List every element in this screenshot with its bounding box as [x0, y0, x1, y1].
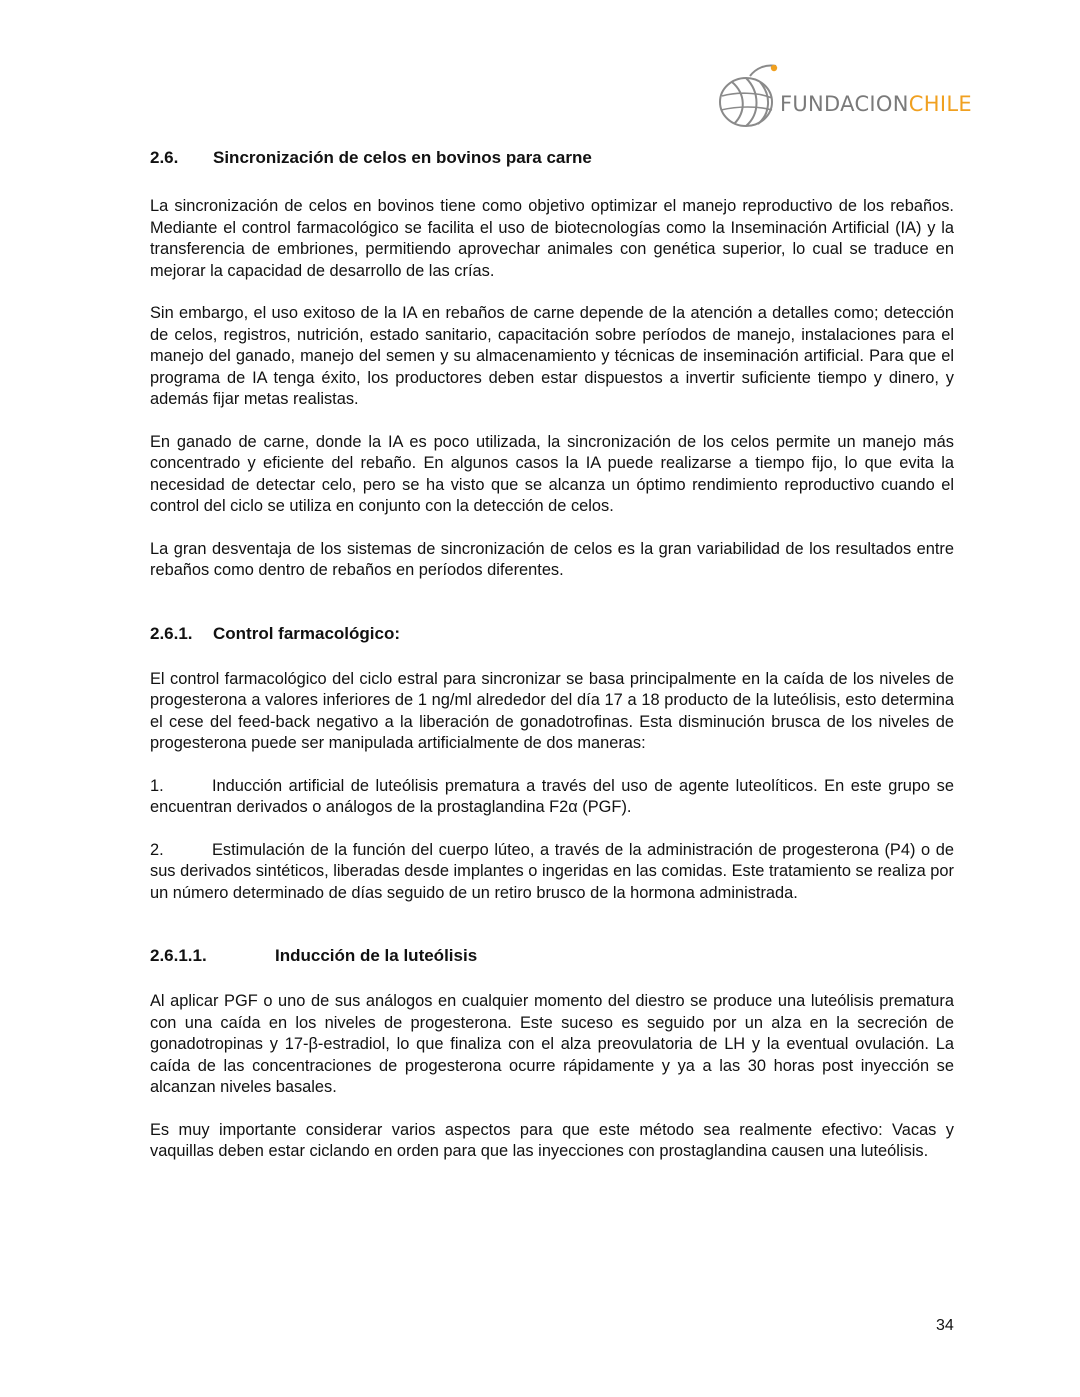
- section-heading: [150, 148, 954, 168]
- subsubsection-number: 2.6.1.1.: [150, 946, 207, 965]
- subsubsection-paragraph: Es muy importante considerar varios aspectos para que este método sea realmente efectivo: Vacas y vaquillas deben estar ciclando en orden para que las inyecciones con prostaglandina causen una luteólisis.: [150, 1120, 954, 1160]
- section-number: 2.6.: [150, 148, 179, 167]
- subsection-intro: El control farmacológico del ciclo estral para sincronizar se basa principalmente en la caída de los niveles de progesterona a valores inferiores de 1 ng/ml alrededor del día 17 a 18 producto de la luteólisis, esto determina el cese del feed-back negativo a la liberación de gonadotrofinas. Esta disminución brusca de los niveles de progesterona puede ser manipulada artificialmente de dos maneras:: [150, 669, 954, 752]
- list-item-number: 2.: [150, 840, 164, 859]
- subsection-title: Control farmacológico:: [213, 623, 401, 643]
- list-item: [150, 776, 954, 819]
- list-item-text: Estimulación de la función del cuerpo lúteo, a través de la administración de progesterona (P4) o de sus derivados sintéticos, liberadas desde implantes o ingeridas en las comidas. Este tratamiento se realiza por un número determinado de días seguido de un retiro brusco de la hormona administrada.: [150, 840, 954, 902]
- section-paragraph: La gran desventaja de los sistemas de sincronización de celos es la gran variabilidad de los resultados entre rebaños como dentro de rebaños en períodos diferentes.: [150, 539, 954, 579]
- logo-text-fundacion: FUNDACION: [780, 92, 909, 116]
- section-paragraph: La sincronización de celos en bovinos tiene como objetivo optimizar el manejo reproductivo de los rebaños. Mediante el control farmacológico se facilita el uso de biotecnologías como la Inseminación Artificial (IA) y la transferencia de embriones, permitiendo aprovechar animales con genética superior, lo cual se traduce en mejorar la capacidad de desarrollo de las crías.: [150, 197, 954, 280]
- section-title: Sincronización de celos en bovinos para carne: [213, 148, 592, 167]
- page-content: [150, 148, 954, 1163]
- subsubsection-title: Inducción de la luteólisis: [275, 946, 478, 965]
- list-item-text: Inducción artificial de luteólisis prematura a través del uso de agente luteolíticos. En este grupo se encuentran derivados o análogos de la prostaglandina F2α (PGF).: [150, 776, 954, 816]
- logo-text: [780, 92, 972, 116]
- list-item-number: 1.: [150, 776, 164, 795]
- page-number: 34: [936, 1317, 954, 1334]
- globe-logo-icon: [716, 62, 780, 132]
- subsection-heading: [150, 624, 954, 644]
- section-paragraph: Sin embargo, el uso exitoso de la IA en rebaños de carne depende de la atención a detalles como; detección de celos, registros, nutrición, estado sanitario, capacitación sobre períodos de manejo, instalaciones para el manejo del ganado, manejo del semen y su almacenamiento y técnicas de inseminación artificial. Para que el programa de IA tenga éxito, los productores deben estar dispuestos a invertir suficiente tiempo y dinero, y además fijar metas realistas.: [150, 304, 954, 408]
- subsection-number: 2.6.1.: [150, 623, 193, 643]
- section-paragraph: En ganado de carne, donde la IA es poco utilizada, la sincronización de los celos permite un manejo más concentrado y eficiente del rebaño. En algunos casos la IA puede realizarse a tiempo fijo, lo que evita la necesidad de detectar celo, pero se ha visto que se alcanza un óptimo rendimiento reproductivo cuando el control del ciclo se utiliza en conjunto con la detección de celos.: [150, 432, 954, 515]
- logo-text-chile: CHILE: [908, 92, 972, 116]
- fundacion-chile-logo: [716, 62, 972, 132]
- subsubsection-paragraph: Al aplicar PGF o uno de sus análogos en cualquier momento del diestro se produce una luteólisis prematura con una caída en los niveles de progesterona. Este suceso es seguido por un alza en la secreción de gonadotropinas y 17-β-estradiol, lo que finaliza con el alza preovulatoria de LH y la eventual ovulación. La caída de las concentraciones de progesterona ocurre rápidamente y ya a las 30 horas post inyección se alcanzan niveles basales.: [150, 992, 954, 1096]
- subsubsection-heading: [150, 946, 954, 966]
- list-item: [150, 840, 954, 905]
